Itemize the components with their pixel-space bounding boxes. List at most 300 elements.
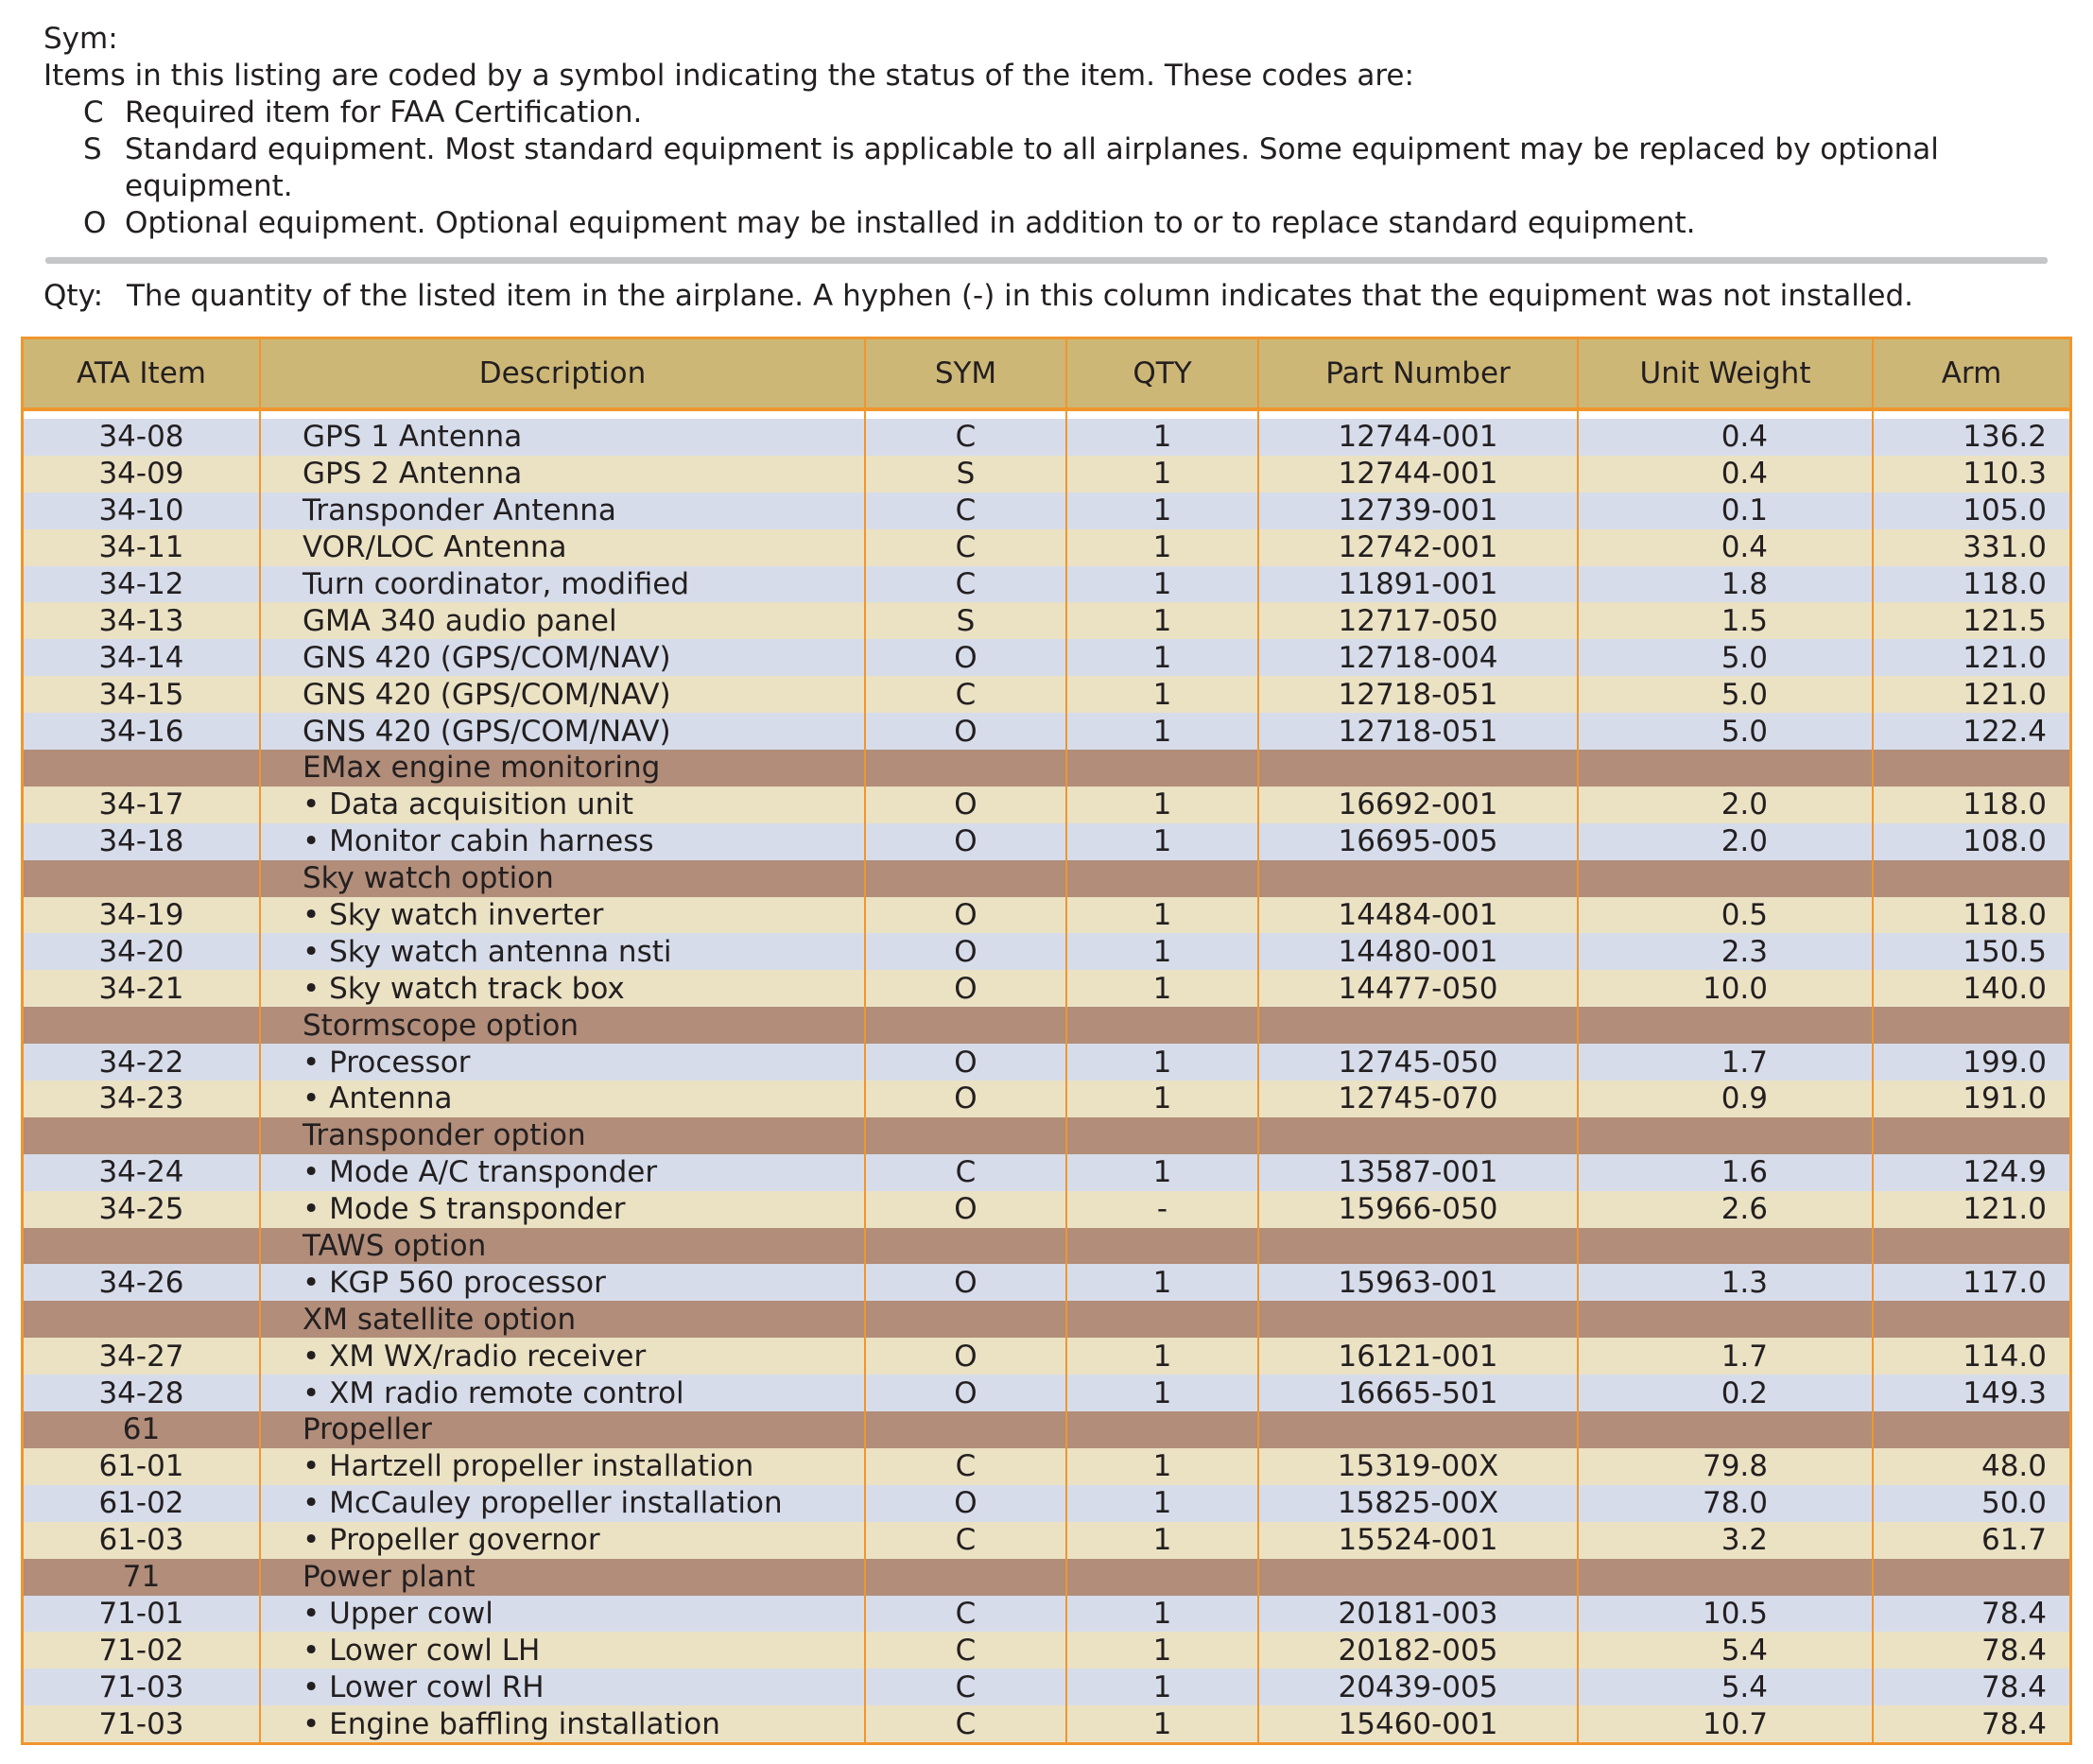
table-row — [24, 897, 2069, 934]
cell-description: XM satellite option — [260, 1301, 865, 1338]
cell-arm — [1873, 860, 2069, 897]
cell-sym: C — [865, 1522, 1066, 1559]
cell-part-number: 20182-005 — [1258, 1632, 1578, 1669]
cell-qty: 1 — [1066, 1375, 1258, 1411]
group-row — [24, 1411, 2069, 1448]
qty-label: Qty: — [43, 279, 104, 313]
cell-unit-weight: 5.0 — [1578, 639, 1873, 676]
cell-unit-weight: 0.4 — [1578, 419, 1873, 456]
header-description: Description — [260, 339, 865, 409]
legend-code-row — [43, 95, 1978, 131]
cell-part-number: 12717-050 — [1258, 602, 1578, 639]
cell-unit-weight: 0.1 — [1578, 493, 1873, 529]
table-row — [24, 1705, 2069, 1742]
cell-qty: 1 — [1066, 897, 1258, 934]
cell-part-number: 15825-00X — [1258, 1485, 1578, 1522]
header-ata-item: ATA Item — [24, 339, 260, 409]
cell-ata-item: 34-18 — [24, 823, 260, 860]
cell-unit-weight: 79.8 — [1578, 1448, 1873, 1485]
cell-ata-item — [24, 1228, 260, 1265]
cell-ata-item — [24, 750, 260, 787]
cell-qty: 1 — [1066, 1632, 1258, 1669]
cell-description: • Monitor cabin harness — [260, 823, 865, 860]
cell-sym: C — [865, 566, 1066, 603]
cell-sym — [865, 1411, 1066, 1448]
legend-code-text: Required item for FAA Certification. — [125, 95, 643, 130]
cell-description: • Lower cowl RH — [260, 1669, 865, 1705]
table-row — [24, 529, 2069, 566]
cell-qty: 1 — [1066, 419, 1258, 456]
cell-unit-weight: 2.3 — [1578, 933, 1873, 970]
table-row — [24, 1081, 2069, 1117]
cell-sym: C — [865, 419, 1066, 456]
cell-unit-weight — [1578, 1117, 1873, 1154]
legend-code-row — [43, 205, 1978, 242]
cell-ata-item: 34-11 — [24, 529, 260, 566]
qty-note — [43, 278, 1913, 315]
cell-ata-item: 34-25 — [24, 1191, 260, 1228]
cell-part-number — [1258, 1228, 1578, 1265]
cell-ata-item: 34-16 — [24, 713, 260, 750]
cell-unit-weight — [1578, 1007, 1873, 1044]
table-row — [24, 1522, 2069, 1559]
cell-description: • Processor — [260, 1044, 865, 1081]
cell-description: • XM WX/radio receiver — [260, 1338, 865, 1375]
cell-arm: 114.0 — [1873, 1338, 2069, 1375]
cell-description: Stormscope option — [260, 1007, 865, 1044]
cell-ata-item: 71 — [24, 1559, 260, 1596]
cell-qty — [1066, 1301, 1258, 1338]
cell-description: Turn coordinator, modified — [260, 566, 865, 603]
sym-title: Sym: — [43, 22, 118, 56]
cell-qty: 1 — [1066, 1705, 1258, 1742]
table-row — [24, 1596, 2069, 1633]
cell-sym — [865, 750, 1066, 787]
qty-text: The quantity of the listed item in the airplane. A hyphen (-) in this column indicates that the equipment was not installed. — [127, 279, 1914, 313]
cell-unit-weight: 10.5 — [1578, 1596, 1873, 1633]
table-row — [24, 787, 2069, 823]
cell-unit-weight: 0.4 — [1578, 456, 1873, 493]
cell-unit-weight: 1.7 — [1578, 1044, 1873, 1081]
cell-sym — [865, 1007, 1066, 1044]
cell-qty: 1 — [1066, 1448, 1258, 1485]
table-body — [24, 409, 2069, 1742]
cell-qty — [1066, 750, 1258, 787]
cell-arm: 122.4 — [1873, 713, 2069, 750]
cell-description: EMax engine monitoring — [260, 750, 865, 787]
cell-arm: 105.0 — [1873, 493, 2069, 529]
cell-qty: 1 — [1066, 933, 1258, 970]
cell-qty: 1 — [1066, 676, 1258, 713]
cell-sym: C — [865, 529, 1066, 566]
cell-arm: 117.0 — [1873, 1264, 2069, 1301]
cell-arm — [1873, 750, 2069, 787]
cell-part-number: 15319-00X — [1258, 1448, 1578, 1485]
cell-description: Propeller — [260, 1411, 865, 1448]
table-row — [24, 456, 2069, 493]
cell-part-number: 14480-001 — [1258, 933, 1578, 970]
cell-sym: O — [865, 1081, 1066, 1117]
cell-ata-item: 34-28 — [24, 1375, 260, 1411]
cell-arm: 121.0 — [1873, 676, 2069, 713]
cell-qty: 1 — [1066, 1522, 1258, 1559]
header-part-number: Part Number — [1258, 339, 1578, 409]
cell-qty — [1066, 1228, 1258, 1265]
cell-qty — [1066, 1007, 1258, 1044]
cell-qty — [1066, 1411, 1258, 1448]
cell-description: GMA 340 audio panel — [260, 602, 865, 639]
cell-description: • McCauley propeller installation — [260, 1485, 865, 1522]
cell-arm: 331.0 — [1873, 529, 2069, 566]
cell-qty: 1 — [1066, 787, 1258, 823]
cell-ata-item: 34-15 — [24, 676, 260, 713]
cell-ata-item: 61-03 — [24, 1522, 260, 1559]
cell-ata-item: 34-17 — [24, 787, 260, 823]
cell-description: • Sky watch antenna nsti — [260, 933, 865, 970]
cell-unit-weight: 0.5 — [1578, 897, 1873, 934]
cell-arm — [1873, 1007, 2069, 1044]
cell-sym: O — [865, 933, 1066, 970]
cell-description: GPS 2 Antenna — [260, 456, 865, 493]
table-header-row — [24, 339, 2069, 409]
cell-unit-weight: 1.5 — [1578, 602, 1873, 639]
cell-ata-item: 34-13 — [24, 602, 260, 639]
cell-description: GPS 1 Antenna — [260, 419, 865, 456]
cell-description: • Antenna — [260, 1081, 865, 1117]
table-row — [24, 493, 2069, 529]
cell-sym: O — [865, 823, 1066, 860]
cell-ata-item: 71-02 — [24, 1632, 260, 1669]
cell-qty: 1 — [1066, 639, 1258, 676]
cell-sym: C — [865, 1596, 1066, 1633]
cell-qty: 1 — [1066, 1596, 1258, 1633]
cell-unit-weight — [1578, 1228, 1873, 1265]
cell-part-number: 12744-001 — [1258, 456, 1578, 493]
cell-unit-weight: 5.4 — [1578, 1632, 1873, 1669]
table-row — [24, 566, 2069, 603]
cell-qty: 1 — [1066, 823, 1258, 860]
cell-description: GNS 420 (GPS/COM/NAV) — [260, 713, 865, 750]
cell-part-number: 12745-050 — [1258, 1044, 1578, 1081]
cell-part-number: 12718-051 — [1258, 676, 1578, 713]
cell-ata-item: 34-10 — [24, 493, 260, 529]
cell-description: • Data acquisition unit — [260, 787, 865, 823]
group-row — [24, 1228, 2069, 1265]
cell-sym: O — [865, 713, 1066, 750]
cell-sym: C — [865, 1154, 1066, 1191]
cell-unit-weight — [1578, 750, 1873, 787]
equipment-table — [21, 337, 2072, 1745]
cell-part-number: 12744-001 — [1258, 419, 1578, 456]
cell-arm: 48.0 — [1873, 1448, 2069, 1485]
header-qty: QTY — [1066, 339, 1258, 409]
legend-code: C — [83, 95, 104, 130]
cell-part-number: 16121-001 — [1258, 1338, 1578, 1375]
cell-arm: 78.4 — [1873, 1669, 2069, 1705]
cell-arm: 199.0 — [1873, 1044, 2069, 1081]
cell-arm: 149.3 — [1873, 1375, 2069, 1411]
cell-arm: 191.0 — [1873, 1081, 2069, 1117]
cell-sym — [865, 1301, 1066, 1338]
cell-part-number: 15963-001 — [1258, 1264, 1578, 1301]
cell-description: TAWS option — [260, 1228, 865, 1265]
cell-qty: 1 — [1066, 1485, 1258, 1522]
table-spacer — [24, 409, 2069, 419]
table-row — [24, 1154, 2069, 1191]
cell-ata-item: 34-08 — [24, 419, 260, 456]
cell-part-number — [1258, 750, 1578, 787]
group-row — [24, 1559, 2069, 1596]
cell-qty: 1 — [1066, 493, 1258, 529]
legend — [43, 21, 1978, 242]
header-arm: Arm — [1873, 339, 2069, 409]
cell-description: • KGP 560 processor — [260, 1264, 865, 1301]
cell-arm: 118.0 — [1873, 566, 2069, 603]
cell-description: • Mode A/C transponder — [260, 1154, 865, 1191]
cell-qty: 1 — [1066, 529, 1258, 566]
cell-sym: O — [865, 639, 1066, 676]
cell-arm: 108.0 — [1873, 823, 2069, 860]
group-row — [24, 750, 2069, 787]
cell-arm: 61.7 — [1873, 1522, 2069, 1559]
table-row — [24, 419, 2069, 456]
cell-unit-weight — [1578, 1301, 1873, 1338]
cell-unit-weight: 78.0 — [1578, 1485, 1873, 1522]
cell-sym — [865, 860, 1066, 897]
cell-unit-weight: 3.2 — [1578, 1522, 1873, 1559]
cell-qty: 1 — [1066, 1669, 1258, 1705]
cell-arm — [1873, 1411, 2069, 1448]
cell-sym: C — [865, 1632, 1066, 1669]
cell-description: • Sky watch track box — [260, 970, 865, 1007]
cell-description: GNS 420 (GPS/COM/NAV) — [260, 639, 865, 676]
cell-ata-item: 71-03 — [24, 1669, 260, 1705]
cell-ata-item: 34-12 — [24, 566, 260, 603]
table-row — [24, 713, 2069, 750]
cell-qty: 1 — [1066, 713, 1258, 750]
table-row — [24, 1338, 2069, 1375]
cell-unit-weight: 0.2 — [1578, 1375, 1873, 1411]
cell-arm: 78.4 — [1873, 1632, 2069, 1669]
cell-sym: O — [865, 1191, 1066, 1228]
cell-sym: C — [865, 1669, 1066, 1705]
cell-ata-item: 34-23 — [24, 1081, 260, 1117]
cell-qty: 1 — [1066, 1081, 1258, 1117]
cell-ata-item: 34-14 — [24, 639, 260, 676]
cell-ata-item: 34-26 — [24, 1264, 260, 1301]
cell-arm: 124.9 — [1873, 1154, 2069, 1191]
cell-part-number: 12718-051 — [1258, 713, 1578, 750]
cell-ata-item: 61-01 — [24, 1448, 260, 1485]
table-row — [24, 676, 2069, 713]
cell-qty — [1066, 860, 1258, 897]
cell-part-number: 20439-005 — [1258, 1669, 1578, 1705]
cell-arm — [1873, 1301, 2069, 1338]
cell-sym: S — [865, 602, 1066, 639]
cell-part-number: 11891-001 — [1258, 566, 1578, 603]
cell-ata-item: 34-19 — [24, 897, 260, 934]
cell-ata-item — [24, 1301, 260, 1338]
cell-arm — [1873, 1117, 2069, 1154]
cell-unit-weight: 1.8 — [1578, 566, 1873, 603]
cell-ata-item: 34-27 — [24, 1338, 260, 1375]
table-row — [24, 1632, 2069, 1669]
cell-unit-weight: 5.0 — [1578, 676, 1873, 713]
cell-arm: 50.0 — [1873, 1485, 2069, 1522]
header-unit-weight: Unit Weight — [1578, 339, 1873, 409]
legend-code: O — [83, 206, 107, 240]
cell-part-number: 12745-070 — [1258, 1081, 1578, 1117]
cell-part-number — [1258, 1559, 1578, 1596]
cell-part-number: 13587-001 — [1258, 1154, 1578, 1191]
cell-part-number: 16695-005 — [1258, 823, 1578, 860]
cell-part-number: 12718-004 — [1258, 639, 1578, 676]
cell-qty: 1 — [1066, 1044, 1258, 1081]
cell-part-number: 15460-001 — [1258, 1705, 1578, 1742]
cell-sym: O — [865, 1338, 1066, 1375]
cell-description: • Upper cowl — [260, 1596, 865, 1633]
cell-ata-item: 34-22 — [24, 1044, 260, 1081]
cell-sym: O — [865, 1485, 1066, 1522]
cell-ata-item: 34-09 — [24, 456, 260, 493]
cell-description: Transponder Antenna — [260, 493, 865, 529]
cell-unit-weight: 10.7 — [1578, 1705, 1873, 1742]
cell-sym — [865, 1228, 1066, 1265]
cell-unit-weight — [1578, 860, 1873, 897]
cell-arm: 78.4 — [1873, 1705, 2069, 1742]
group-row — [24, 1301, 2069, 1338]
group-row — [24, 860, 2069, 897]
cell-sym: C — [865, 676, 1066, 713]
cell-unit-weight: 5.0 — [1578, 713, 1873, 750]
cell-part-number: 14477-050 — [1258, 970, 1578, 1007]
group-row — [24, 1007, 2069, 1044]
cell-ata-item: 61 — [24, 1411, 260, 1448]
cell-arm: 121.0 — [1873, 1191, 2069, 1228]
cell-part-number: 12742-001 — [1258, 529, 1578, 566]
cell-part-number — [1258, 1007, 1578, 1044]
cell-sym: C — [865, 1448, 1066, 1485]
cell-description: • Propeller governor — [260, 1522, 865, 1559]
group-row — [24, 1117, 2069, 1154]
cell-part-number: 20181-003 — [1258, 1596, 1578, 1633]
cell-unit-weight: 1.7 — [1578, 1338, 1873, 1375]
cell-sym: O — [865, 1375, 1066, 1411]
cell-unit-weight: 2.0 — [1578, 823, 1873, 860]
cell-ata-item: 34-20 — [24, 933, 260, 970]
cell-sym: O — [865, 1044, 1066, 1081]
cell-ata-item: 71-03 — [24, 1705, 260, 1742]
cell-ata-item — [24, 1117, 260, 1154]
table-row — [24, 970, 2069, 1007]
cell-arm — [1873, 1559, 2069, 1596]
cell-sym: O — [865, 970, 1066, 1007]
cell-sym — [865, 1117, 1066, 1154]
cell-qty: 1 — [1066, 1264, 1258, 1301]
table-row — [24, 1044, 2069, 1081]
cell-arm: 136.2 — [1873, 419, 2069, 456]
table-row — [24, 1485, 2069, 1522]
cell-qty: 1 — [1066, 1338, 1258, 1375]
cell-part-number: 12739-001 — [1258, 493, 1578, 529]
header-sym: SYM — [865, 339, 1066, 409]
cell-arm: 110.3 — [1873, 456, 2069, 493]
cell-sym: C — [865, 1705, 1066, 1742]
cell-part-number: 15524-001 — [1258, 1522, 1578, 1559]
table-row — [24, 933, 2069, 970]
cell-description: VOR/LOC Antenna — [260, 529, 865, 566]
cell-unit-weight — [1578, 1411, 1873, 1448]
table-row — [24, 823, 2069, 860]
table-row — [24, 1375, 2069, 1411]
table-row — [24, 1191, 2069, 1228]
legend-code-row — [43, 131, 1978, 205]
cell-unit-weight: 0.9 — [1578, 1081, 1873, 1117]
cell-unit-weight: 5.4 — [1578, 1669, 1873, 1705]
cell-qty: - — [1066, 1191, 1258, 1228]
cell-description: Power plant — [260, 1559, 865, 1596]
cell-unit-weight: 1.3 — [1578, 1264, 1873, 1301]
divider-rule — [45, 257, 2048, 264]
cell-unit-weight: 1.6 — [1578, 1154, 1873, 1191]
table-row — [24, 1669, 2069, 1705]
cell-part-number: 16692-001 — [1258, 787, 1578, 823]
cell-qty: 1 — [1066, 566, 1258, 603]
cell-arm — [1873, 1228, 2069, 1265]
cell-ata-item: 71-01 — [24, 1596, 260, 1633]
cell-description: GNS 420 (GPS/COM/NAV) — [260, 676, 865, 713]
cell-part-number — [1258, 1301, 1578, 1338]
table-row — [24, 602, 2069, 639]
cell-description: • Mode S transponder — [260, 1191, 865, 1228]
cell-part-number — [1258, 1411, 1578, 1448]
cell-unit-weight — [1578, 1559, 1873, 1596]
cell-sym: S — [865, 456, 1066, 493]
cell-part-number: 15966-050 — [1258, 1191, 1578, 1228]
cell-description: • Hartzell propeller installation — [260, 1448, 865, 1485]
table-row — [24, 1448, 2069, 1485]
cell-qty: 1 — [1066, 1154, 1258, 1191]
cell-sym: C — [865, 493, 1066, 529]
cell-qty: 1 — [1066, 970, 1258, 1007]
cell-sym: O — [865, 1264, 1066, 1301]
cell-unit-weight: 0.4 — [1578, 529, 1873, 566]
legend-code-text: Standard equipment. Most standard equipment is applicable to all airplanes. Some equipment may be replaced by optional equipment. — [125, 132, 1939, 203]
cell-description: • Sky watch inverter — [260, 897, 865, 934]
cell-sym: O — [865, 787, 1066, 823]
cell-sym: O — [865, 897, 1066, 934]
cell-part-number: 14484-001 — [1258, 897, 1578, 934]
cell-part-number — [1258, 1117, 1578, 1154]
cell-description: Sky watch option — [260, 860, 865, 897]
cell-ata-item: 61-02 — [24, 1485, 260, 1522]
cell-arm: 118.0 — [1873, 787, 2069, 823]
cell-sym — [865, 1559, 1066, 1596]
legend-code-text: Optional equipment. Optional equipment may be installed in addition to or to replace standard equipment. — [125, 206, 1696, 240]
cell-qty — [1066, 1559, 1258, 1596]
cell-arm: 118.0 — [1873, 897, 2069, 934]
cell-arm: 78.4 — [1873, 1596, 2069, 1633]
cell-qty — [1066, 1117, 1258, 1154]
cell-ata-item: 34-24 — [24, 1154, 260, 1191]
cell-part-number — [1258, 860, 1578, 897]
cell-ata-item — [24, 860, 260, 897]
cell-arm: 140.0 — [1873, 970, 2069, 1007]
cell-unit-weight: 2.0 — [1578, 787, 1873, 823]
cell-qty: 1 — [1066, 602, 1258, 639]
cell-description: • Engine baffling installation — [260, 1705, 865, 1742]
cell-ata-item: 34-21 — [24, 970, 260, 1007]
